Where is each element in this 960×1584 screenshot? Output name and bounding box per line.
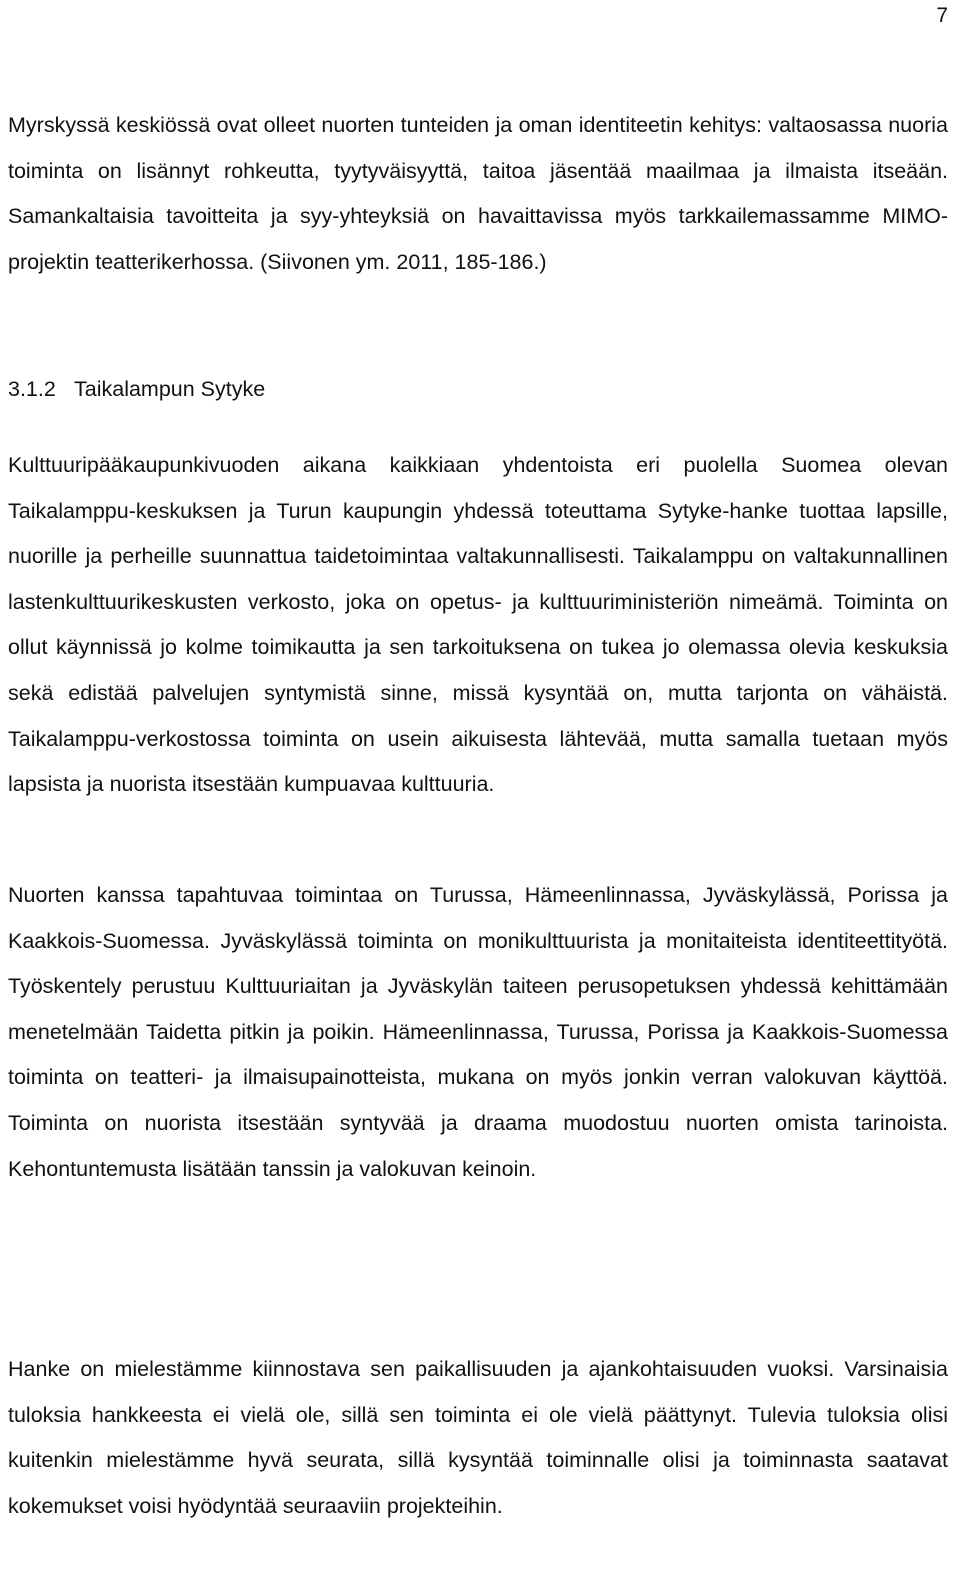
paragraph-myrsky-results: Myrskyssä keskiössä ovat olleet nuorten tunteiden ja oman identiteetin kehitys: valtaosassa nuoria toiminta on lisännyt rohkeutta, tyytyväisyyttä, taitoa jäsentää maailmaa ja ilmaista itseään. Samankaltaisia tavoitteita ja syy-yhteyksiä on havaittavissa myös tarkkailemassamme MIMO-projektin teatterikerhossa. (Siivonen ym. 2011, 185-186.): [8, 113, 948, 274]
paragraph-project-interest: Hanke on mielestämme kiinnostava sen paikallisuuden ja ajankohtaisuuden vuoksi. Varsinaisia tuloksia hankkeesta ei vielä ole, sillä sen toiminta ei ole vielä päättynyt. Tulevia tuloksia olisi kuitenkin mielestämme hyvä seurata, sillä kysyntää toiminnalle olisi ja toiminnasta saatavat kokemukset voisi hyödyntää seuraaviin projekteihin.: [8, 1357, 948, 1518]
section-title: Taikalampun Sytyke: [74, 377, 266, 401]
paragraph-youth-activities: Nuorten kanssa tapahtuvaa toimintaa on Turussa, Hämeenlinnassa, Jyväskylässä, Porissa ja Kaakkois-Suomessa. Jyväskylässä toiminta on monikulttuurista ja monitaiteista identiteettityötä. Työskentely perustuu Kulttuuriaitan ja Jyväskylän taiteen perusopetuksen yhdessä kehittämään menetelmään Taidetta pitkin ja poikin. Hämeenlinnassa, Turussa, Porissa ja Kaakkois-Suomessa toiminta on teatteri- ja ilmaisupainotteista, mukana on myös jonkin verran valokuvan käyttöä. Toiminta on nuorista itsestään syntyvää ja draama muodostuu nuorten omista tarinoista. Kehontuntemusta lisätään tanssin ja valokuvan keinoin.: [8, 883, 948, 1181]
section-number: 3.1.2: [8, 377, 56, 401]
section-heading-3-1-2: [8, 374, 265, 404]
paragraph-sytyke-intro: Kulttuuripääkaupunkivuoden aikana kaikkiaan yhdentoista eri puolella Suomea olevan Taikalamppu-keskuksen ja Turun kaupungin yhdessä toteuttama Sytyke-hanke tuottaa lapsille, nuorille ja perheille suunnattua taidetoimintaa valtakunnallisesti. Taikalamppu on valtakunnallinen lastenkulttuurikeskusten verkosto, joka on opetus- ja kulttuuriministeriön nimeämä. Toiminta on ollut käynnissä jo kolme toimikautta ja sen tarkoituksena on tukea jo olemassa olevia keskuksia sekä edistää palvelujen syntymistä sinne, missä kysyntää on, mutta tarjonta on vähäistä. Taikalamppu-verkostossa toiminta on usein aikuisesta lähtevää, mutta samalla tuetaan myös lapsista ja nuorista itsestään kumpuavaa kulttuuria.: [8, 453, 948, 797]
page-number: 7: [936, 4, 948, 27]
